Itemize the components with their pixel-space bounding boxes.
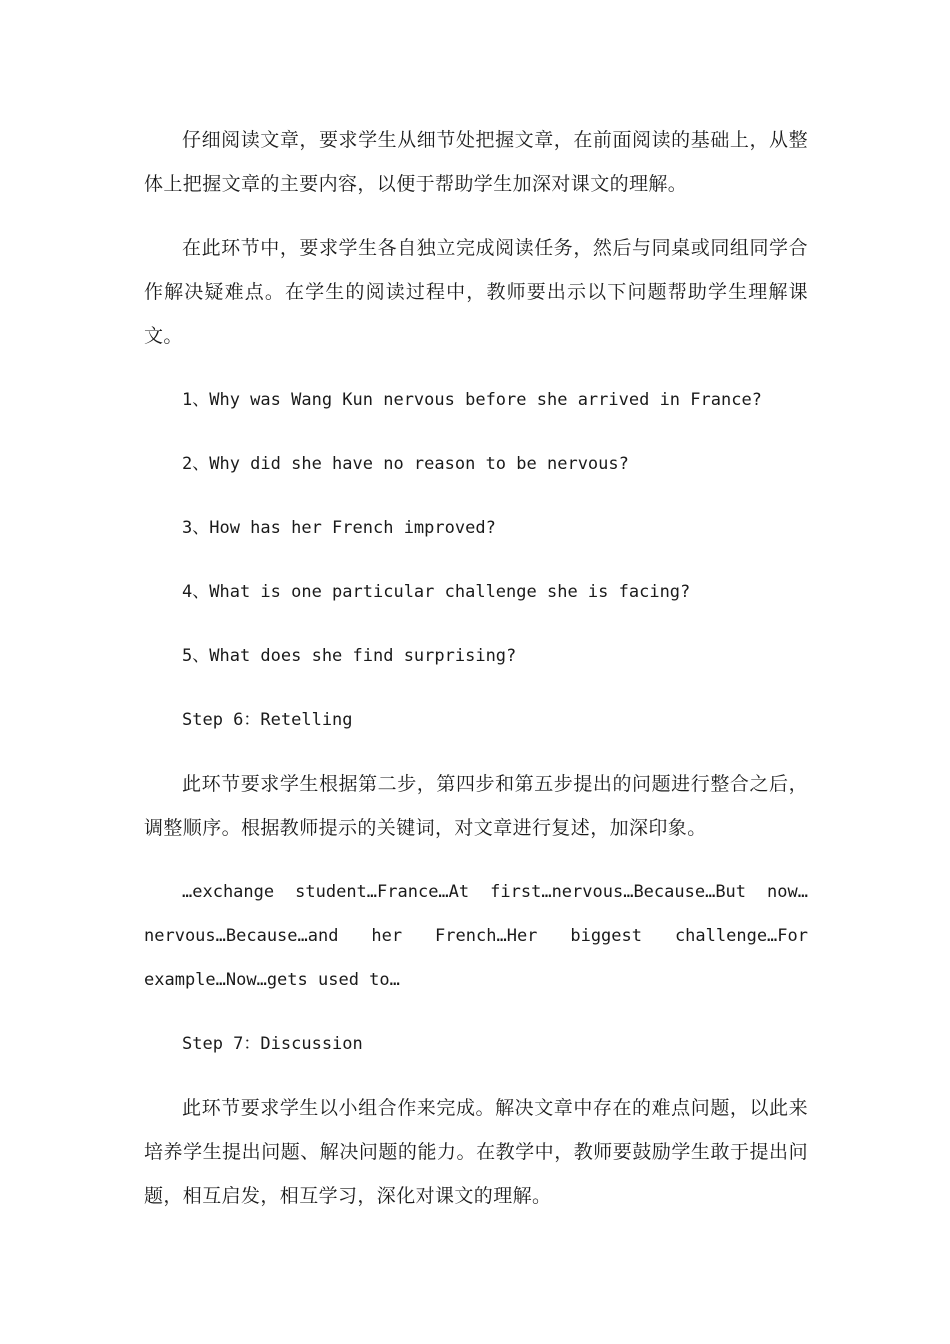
paragraph-retelling: 此环节要求学生根据第二步，第四步和第五步提出的问题进行整合之后，调整顺序。根据教师提示的关键词，对文章进行复述，加深印象。 [144, 773, 808, 839]
question-3: 3、How has her French improved? [182, 518, 496, 538]
question-4: 4、What is one particular challenge she is facing? [182, 582, 691, 602]
paragraph-discussion: 此环节要求学生以小组合作来完成。解决文章中存在的难点问题，以此来培养学生提出问题、解决问题的能力。在教学中，教师要鼓励学生敢于提出问题，相互启发，相互学习，深化对课文的理解。 [144, 1097, 808, 1207]
question-5: 5、What does she find surprising? [182, 646, 517, 666]
paragraph-detailed-reading: 仔细阅读文章，要求学生从细节处把握文章，在前面阅读的基础上，从整体上把握文章的主要内容，以便于帮助学生加深对课文的理解。 [144, 129, 808, 195]
step-6-heading: Step 6：Retelling [182, 710, 353, 730]
retelling-keywords: …exchange student…France…At first…nervous…Because…But now…nervous…Because…and her French…Her biggest challenge…For example…Now…gets used to… [144, 882, 819, 990]
question-1: 1、Why was Wang Kun nervous before she arrived in France? [182, 390, 762, 410]
document-body [144, 118, 819, 1218]
paragraph-independent-reading: 在此环节中，要求学生各自独立完成阅读任务，然后与同桌或同组同学合作解决疑难点。在学生的阅读过程中，教师要出示以下问题帮助学生理解课文。 [144, 237, 808, 347]
step-7-heading: Step 7：Discussion [182, 1034, 363, 1054]
question-2: 2、Why did she have no reason to be nervous? [182, 454, 629, 474]
